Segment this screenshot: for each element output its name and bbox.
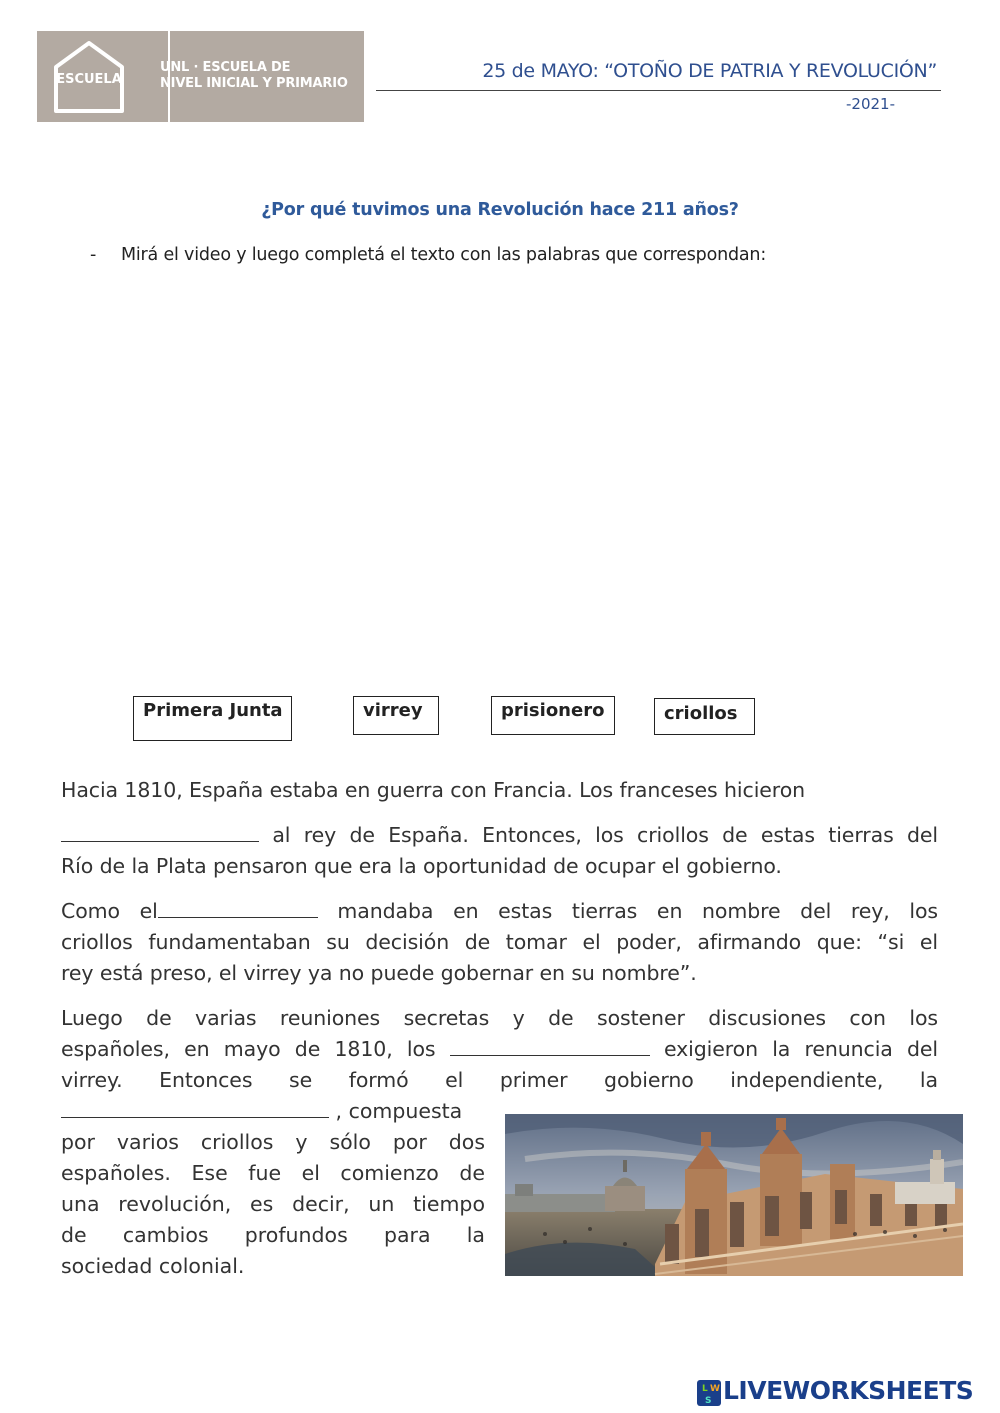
- blank-prisionero[interactable]: [61, 821, 259, 842]
- paragraph-1-rest-2: [61, 851, 938, 882]
- badge-letter-s: S: [705, 1396, 712, 1406]
- paragraph-4-line-6: [61, 1251, 485, 1282]
- paragraph-4-line-3: [61, 1158, 485, 1189]
- badge-letter-w: W: [710, 1384, 720, 1394]
- logo-text: [160, 60, 348, 92]
- paragraph-4-line-4: [61, 1189, 485, 1220]
- word-primera-junta[interactable]: Primera Junta: [133, 696, 292, 741]
- paragraph-4-line-2: [61, 1127, 485, 1158]
- paragraph-3-line-1: [61, 1003, 938, 1034]
- school-logo: [37, 31, 364, 122]
- p4-line4: una revolución, es decir, un tiempo: [61, 1192, 485, 1216]
- p2-line2: criollos fundamentaban su decisión de tomar el poder, afirmando que: “si el: [61, 930, 938, 954]
- header-title: 25 de MAYO: “OTOÑO DE PATRIA Y REVOLUCIÓN”: [482, 60, 937, 82]
- header-rule: [376, 90, 941, 91]
- p4-line3: españoles. Ese fue el comienzo de: [61, 1161, 485, 1185]
- instruction-bullet: -: [90, 245, 97, 265]
- p4-line5: de cambios profundos para la: [61, 1223, 485, 1247]
- p3-line2-before: españoles, en mayo de 1810, los: [61, 1037, 436, 1061]
- emblem-lettering: ESCUELA: [56, 72, 122, 87]
- p3-line1: Luego de varias reuniones secretas y de sostener discusiones con los: [61, 1006, 938, 1030]
- paragraph-4-line-5: [61, 1220, 485, 1251]
- p1-rest2: Río de la Plata pensaron que era la oportunidad de ocupar el gobierno.: [61, 854, 782, 878]
- p4-line2: por varios criollos y sólo por dos: [61, 1130, 485, 1154]
- liveworksheets-brand[interactable]: LIVEWORKSHEETS: [723, 1376, 974, 1405]
- question-heading: ¿Por qué tuvimos una Revolución hace 211 años?: [261, 200, 739, 220]
- paragraph-3-line-2: [61, 1034, 938, 1065]
- blank-primera-junta[interactable]: [61, 1097, 329, 1118]
- blank-criollos[interactable]: [450, 1035, 650, 1056]
- cabildo-painting: [505, 1114, 963, 1276]
- p1-line1: Hacia 1810, España estaba en guerra con Francia. Los franceses hicieron: [61, 778, 806, 802]
- paragraph-2-line-2: [61, 927, 938, 958]
- paragraph-2-line-1: [61, 896, 938, 927]
- p2-line3: rey está preso, el virrey ya no puede gobernar en su nombre”.: [61, 961, 697, 985]
- paragraph-1-rest: [61, 820, 938, 851]
- p4-after-blank: , compuesta: [335, 1099, 463, 1123]
- logo-line-2: NIVEL INICIAL Y PRIMARIO: [160, 76, 348, 91]
- p3-line2-after: exigieron la renuncia del: [663, 1037, 939, 1061]
- paragraph-1-line-1: [61, 775, 938, 806]
- p1-rest1: al rey de España. Entonces, los criollos de estas tierras del: [272, 823, 938, 847]
- liveworksheets-badge-icon: [697, 1380, 721, 1406]
- p2-before: Como el: [61, 899, 158, 923]
- header-year: -2021-: [846, 95, 895, 113]
- p2-after: mandaba en estas tierras en nombre del rey, los: [337, 899, 938, 923]
- paragraph-4-line-1: [61, 1096, 485, 1127]
- paragraph-3-line-3: [61, 1065, 938, 1096]
- school-emblem-icon: [50, 39, 128, 115]
- badge-letter-l: L: [702, 1384, 708, 1394]
- logo-line-1: UNL · ESCUELA DE: [160, 60, 291, 75]
- p3-line3: virrey. Entonces se formó el primer gobierno independiente, la: [61, 1068, 938, 1092]
- word-criollos[interactable]: criollos: [654, 698, 755, 735]
- instruction-text: Mirá el video y luego completá el texto con las palabras que correspondan:: [121, 245, 767, 265]
- blank-virrey[interactable]: [158, 897, 318, 918]
- paragraph-2-line-3: [61, 958, 938, 989]
- word-virrey[interactable]: virrey: [353, 696, 439, 735]
- p4-line6: sociedad colonial.: [61, 1254, 245, 1278]
- word-prisionero[interactable]: prisionero: [491, 696, 615, 735]
